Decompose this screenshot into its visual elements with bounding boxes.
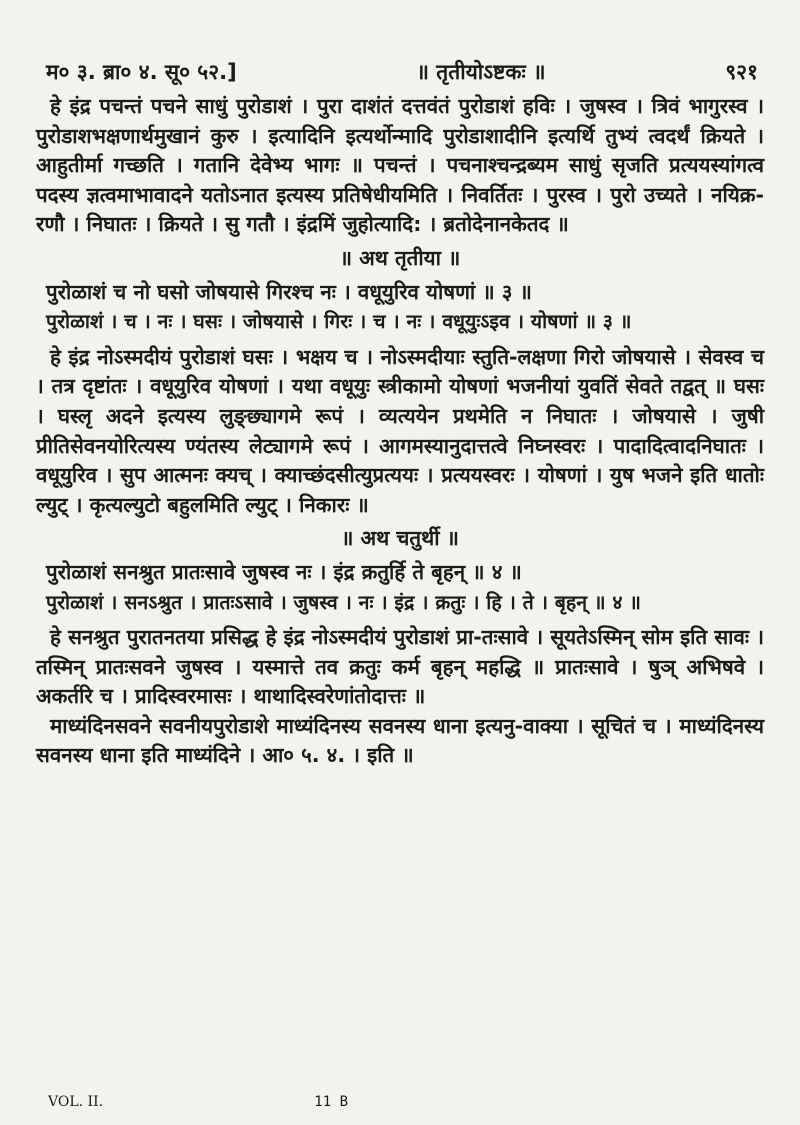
header-left-reference: म० ३. ब्रा० ४. सू० ५२.]: [46, 60, 237, 84]
volume-label: VOL. II.: [48, 1094, 104, 1110]
section-title: ॥ अथ तृतीया ॥: [339, 245, 461, 270]
signature-mark: 11 B: [314, 1094, 348, 1110]
page-number: ९२१: [725, 60, 758, 84]
page-header: [36, 58, 764, 92]
pada-text: पुरोळाशं । च । नः । घसः । जोषयासे । गिरः । च । नः । वधूयुःऽइव । योषणां ॥ ३ ॥: [46, 310, 632, 334]
page-footer: [48, 1094, 388, 1110]
pada-text: पुरोळाशं । सनऽश्रुत । प्रातःऽसावे । जुषस्व । नः । इंद्र । क्रतुः । हि । ते । बृहन् ॥ ४ ॥: [46, 590, 641, 614]
section-title: ॥ अथ चतुर्थी ॥: [341, 526, 459, 551]
verse-text: पुरोळाशं सनश्रुत प्रातःसावे जुषस्व नः । इंद्र क्रतुर्हि ते बृहन् ॥ ४ ॥: [46, 559, 522, 584]
body-text: [36, 92, 764, 771]
closing-paragraph: माध्यंदिनसवने सवनीयपुरोडाशे माध्यंदिनस्य सवनस्य धाना इत्यनु-वाक्या । सूचितं च । माध्यंदिनस्य सवनस्य धाना इति माध्यंदिने । आ० ५. ४. । इति ॥: [36, 713, 764, 768]
header-title: ॥ तृतीयोऽष्टकः ॥: [416, 60, 546, 84]
page: [36, 58, 764, 771]
commentary-paragraph: हे इंद्र नोऽस्मदीयं पुरोडाशं घसः । भक्षय च । नोऽस्मदीयाः स्तुति-लक्षणा गिरो जोषयासे । सेवस्व च । तत्र दृष्टांतः । वधूयुरिव योषणां । यथा वधूयुः स्त्रीकामो योषणां भजनीयां युवतिं सेवते तद्वत् ॥ घसः । घस्लृ अदने इत्यस्य लुङ्छ्यागमे रूपं । व्यत्ययेन प्रथमेति न निघातः । जोषयासे । जुषी प्रीतिसेवनयोरित्यस्य ण्यंतस्य लेट्यागमे रूपं । आगमस्यानुदात्तत्वे निघ्नस्वरः । पादादित्वादनिघातः । वधूयुरिव । सुप आत्मनः क्यच् । क्याच्छंदसीत्युप्रत्ययः । प्रत्ययस्वरः । योषणां । युष भजने इति धातोः ल्युट् । कृत्यल्युटो बहुलमिति ल्युट् । निकारः ॥: [36, 344, 764, 517]
commentary-paragraph: हे इंद्र पचन्तं पचने साधुं पुरोडाशं । पुरा दाशंतं दत्तवंतं पुरोडाशं हविः । जुषस्व । त्रिवं भागुरस्व । पुरोडाशभक्षणार्थमुखानं कुरु । इत्यादिनि इत्यर्थोन्मादि पुरोडाशादीनि इत्यर्थि तुभ्यं त्वदर्थं क्रियते । आहुतीर्मा गच्छति । गतानि देवेभ्य भागः ॥ पचन्तं । पचनाश्चन्द्रब्यम साधुं सृजति प्रत्ययस्यांगत्व पदस्य ज्ञत्वमाभावादने यतोऽनात इत्यस्य प्रतिषेधीयमिति । निवर्तितः । पुरस्व । पुरो उच्यते । नयिक्र-रणौ । निघातः । क्रियते । सु गतौ । इंद्रमिं जुहोत्यादि: । ब्रतोदेनानकेतद ॥: [36, 94, 764, 237]
commentary-paragraph: हे सनश्रुत पुरातनतया प्रसिद्ध हे इंद्र नोऽस्मदीयं पुरोडाशं प्रा-तःसावे । सूयतेऽस्मिन् सोम इति सावः । तस्मिन् प्रातःसवने जुषस्व । यस्मात्ते तव क्रतुः कर्म बृहन् महद्धि ॥ प्रातःसावे । षुञ् अभिषवे । अकर्तरि च । प्रादिस्वरमासः । थाथादिस्वरेणांतोदात्तः ॥: [36, 625, 764, 709]
verse-text: पुरोळाशं च नो घसो जोषयासे गिरश्च नः । वधूयुरिव योषणां ॥ ३ ॥: [46, 279, 532, 304]
